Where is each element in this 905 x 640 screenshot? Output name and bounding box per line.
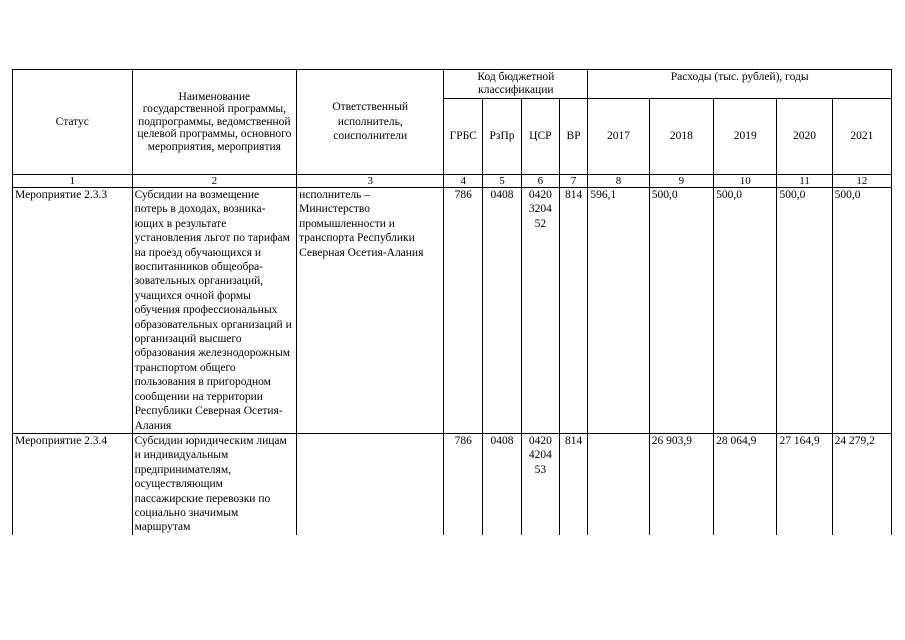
col-num-5: 5 [483, 175, 522, 188]
header-year-2017: 2017 [588, 99, 649, 175]
col-num-11: 11 [777, 175, 832, 188]
row-executor [297, 433, 444, 534]
row-2018: 26 903,9 [649, 433, 713, 534]
row-status: Мероприятие 2.3.4 [13, 433, 133, 534]
header-executor: Ответственный исполнитель, соисполнители [297, 70, 444, 175]
row-rzpr: 0408 [483, 433, 522, 534]
column-number-row [13, 175, 892, 188]
col-num-3: 3 [297, 175, 444, 188]
row-2019: 500,0 [714, 188, 777, 434]
header-year-2019: 2019 [714, 99, 777, 175]
row-2017 [588, 433, 649, 534]
row-2020: 500,0 [777, 188, 832, 434]
row-name: Субсидии на возмещение потерь в доходах, возника-ющих в результате установления льгот по тарифам на проезд обучающихся и воспитанников общеобра-зовательных организаций, учащихся очной формы обучения профессиональных образовательных организаций и организаций высшего образования железнодорожным транспортом общего пользования в пригородном сообщении на территории Республики Северная Осетия-Алания [132, 188, 297, 434]
row-2018: 500,0 [649, 188, 713, 434]
row-2017: 596,1 [588, 188, 649, 434]
row-status: Мероприятие 2.3.3 [13, 188, 133, 434]
row-2021: 500,0 [832, 188, 891, 434]
col-num-1: 1 [13, 175, 133, 188]
row-name: Субсидии юридическим лицам и индивидуальным предпринимателям, осуществляющим пассажирские перевозки по социально значимым маршрутам [132, 433, 297, 534]
col-num-9: 9 [649, 175, 713, 188]
header-budget-code: Код бюджетной классификации [444, 70, 588, 99]
program-expenses-table [12, 69, 892, 535]
row-grbs: 786 [444, 188, 483, 434]
header-grbs: ГРБС [444, 99, 483, 175]
row-grbs: 786 [444, 433, 483, 534]
row-csr: 0420 3204 52 [521, 188, 559, 434]
col-num-12: 12 [832, 175, 891, 188]
col-num-10: 10 [714, 175, 777, 188]
col-num-8: 8 [588, 175, 649, 188]
header-csr: ЦСР [521, 99, 559, 175]
row-2021: 24 279,2 [832, 433, 891, 534]
header-expenses: Расходы (тыс. рублей), годы [588, 70, 892, 99]
row-2019: 28 064,9 [714, 433, 777, 534]
table-row [13, 188, 892, 434]
header-year-2018: 2018 [649, 99, 713, 175]
header-year-2020: 2020 [777, 99, 832, 175]
header-vr: ВР [559, 99, 588, 175]
row-vr: 814 [559, 188, 588, 434]
row-2020: 27 164,9 [777, 433, 832, 534]
row-vr: 814 [559, 433, 588, 534]
col-num-6: 6 [521, 175, 559, 188]
row-executor: исполнитель – Министерство промышленности и транспорта Республики Северная Осетия-Алания [297, 188, 444, 434]
col-num-7: 7 [559, 175, 588, 188]
row-csr: 0420 4204 53 [521, 433, 559, 534]
table-row [13, 433, 892, 534]
header-year-2021: 2021 [832, 99, 891, 175]
col-num-2: 2 [132, 175, 297, 188]
col-num-4: 4 [444, 175, 483, 188]
header-name: Наименование государственной программы, подпрограммы, ведомственной целевой программы, основного мероприятия, мероприятия [132, 70, 297, 175]
header-row-1 [13, 70, 892, 99]
header-rzpr: РзПр [483, 99, 522, 175]
header-status: Статус [13, 70, 133, 175]
row-rzpr: 0408 [483, 188, 522, 434]
